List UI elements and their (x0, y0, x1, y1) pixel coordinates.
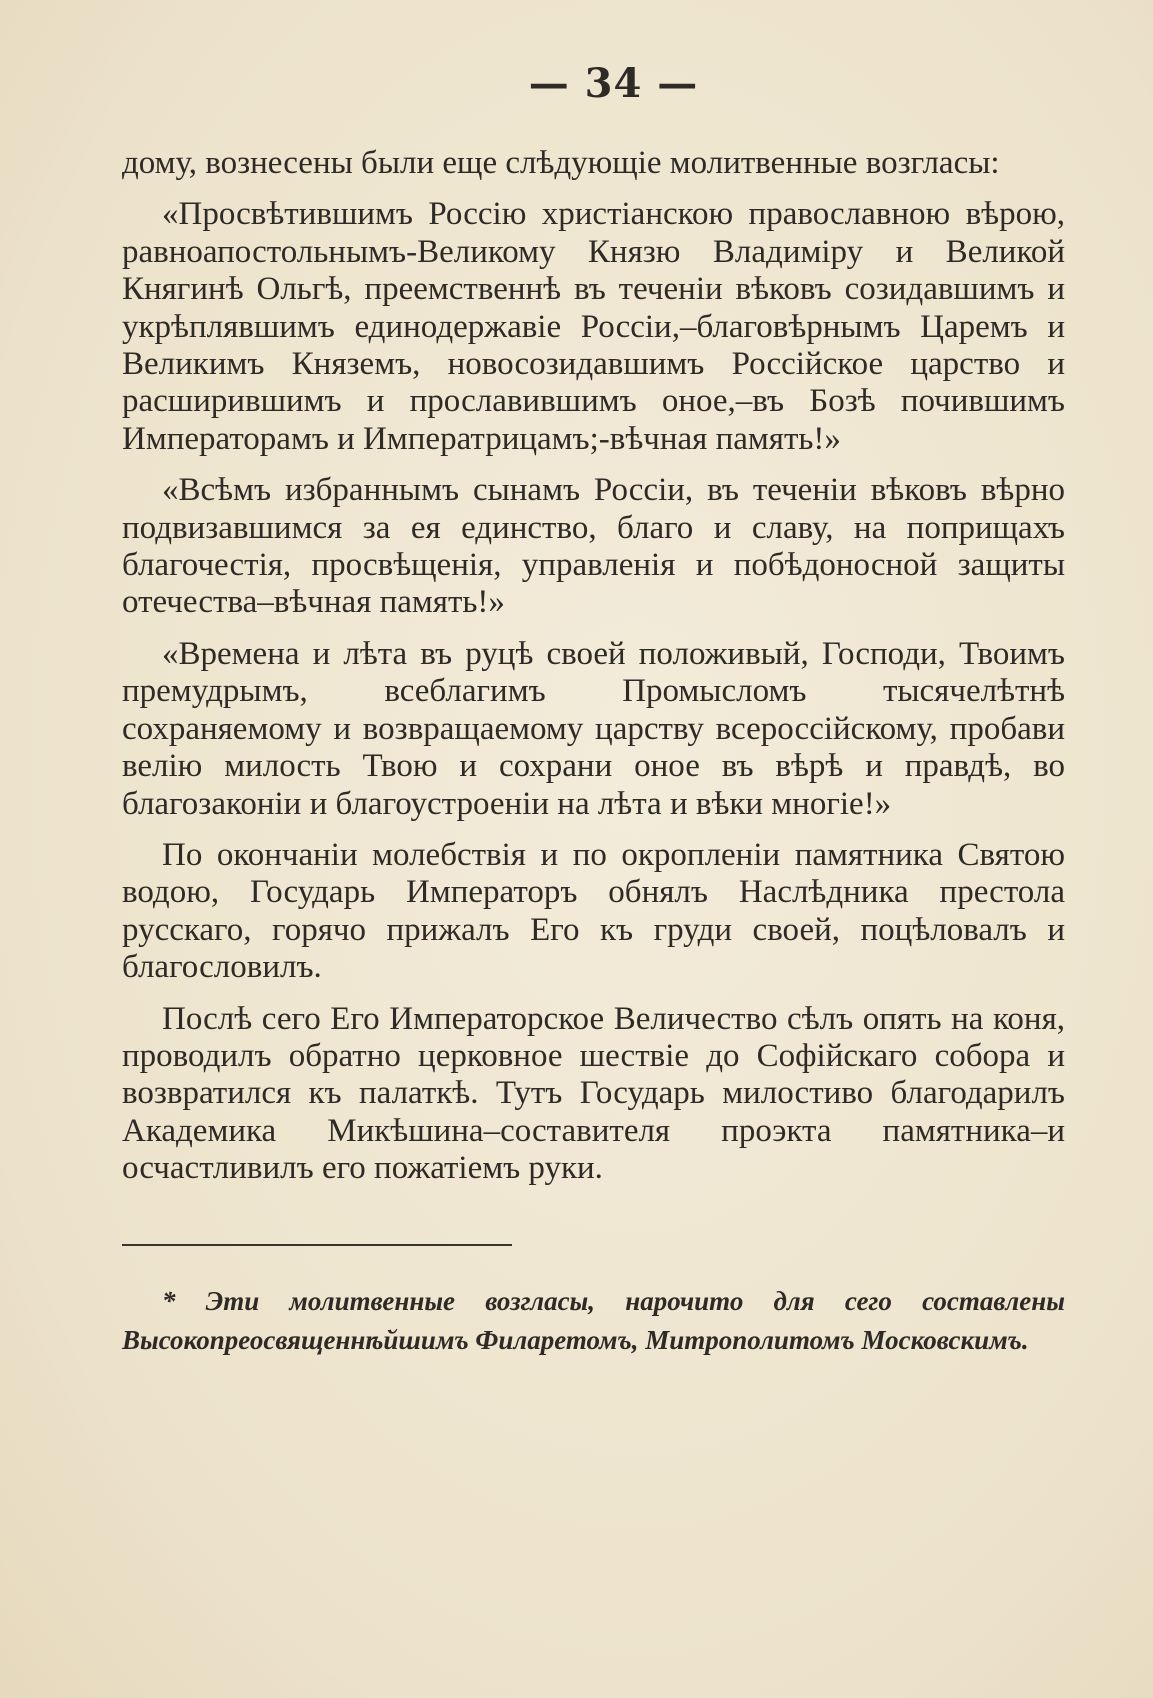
footnote (122, 1282, 1065, 1360)
paragraph-5: По окончаніи молебствія и по окропленіи памятника Святою водою, Государь Императоръ обнялъ Наслѣдника престола русскаго, горячо прижалъ Его къ груди своей, поцѣловалъ и благословилъ. (122, 836, 1065, 986)
paragraph-4: «Времена и лѣта въ руцѣ своей положивый, Господи, Твоимъ премудрымъ, всеблагимъ Промысломъ тысячелѣтнѣ сохраняемому и возвращаемому царству всероссійскому, пробави велію милость Твою и сохрани оное въ вѣрѣ и правдѣ, во благозаконіи и благоустроеніи на лѣта и вѣки многіе!» (122, 635, 1065, 822)
paragraph-2: «Просвѣтившимъ Россію христіанскою православною вѣрою, равноапостольнымъ-Великому Князю Владиміру и Великой Княгинѣ Ольгѣ, преемственнѣ въ теченіи вѣковъ созидавшимъ и укрѣплявшимъ единодержавіе Россіи,–благовѣрнымъ Царемъ и Великимъ Княземъ, новосозидавшимъ Россійское царство и расширившимъ и прославившимъ оное,–въ Бозѣ почившимъ Императорамъ и Императрицамъ;-вѣчная память!» (122, 196, 1065, 457)
paragraph-1: дому, вознесены были еще слѣдующіе молитвенные возгласы: (122, 145, 1000, 181)
footnote-text: * Эти молитвенные возгласы, нарочито для сего составлены Высокопреосвященнѣйшимъ Филаретомъ, Митрополитомъ Московскимъ. (122, 1285, 1065, 1355)
paragraph-3: «Всѣмъ избраннымъ сынамъ Россіи, въ теченіи вѣковъ вѣрно подвизавшимся за ея единство, благо и славу, на поприщахъ благочестія, просвѣщенія, управленія и побѣдоносной защиты отечества–вѣчная память!» (122, 472, 1065, 621)
paragraph-6: Послѣ сего Его Императорское Величество сѣлъ опять на коня, проводилъ обратно церковное шествіе до Софійскаго собора и возвратился къ палаткѣ. Тутъ Государь милостиво благодарилъ Академика Микѣшина–составителя проэкта памятника–и осчастливилъ его пожатіемъ руки. (122, 1000, 1065, 1187)
page-number: — 34 — (528, 60, 699, 107)
body-text (122, 145, 1065, 1188)
footnote-divider (122, 1244, 512, 1246)
